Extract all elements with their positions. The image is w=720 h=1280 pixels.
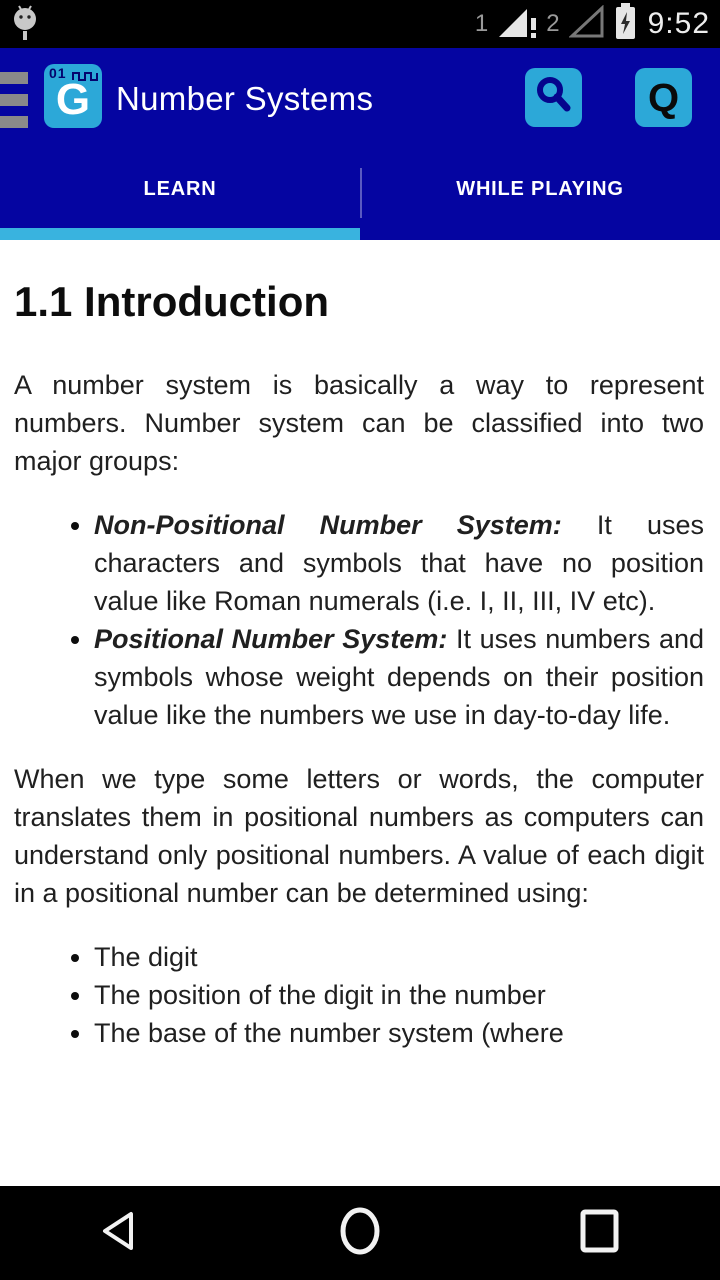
section-heading: 1.1 Introduction: [14, 278, 329, 325]
tab-divider: [360, 168, 362, 218]
app-logo-icon: [44, 64, 102, 128]
menu-icon[interactable]: [0, 72, 28, 128]
list-item: • The position of the digit in the number: [94, 976, 704, 1014]
list-item: • Non-Positional Number System: It uses characters and symbols that have no position value like Roman numerals (i.e. I, II, III, IV etc).: [94, 506, 704, 620]
search-icon: [534, 75, 574, 120]
list-item: • The base of the number system (where: [94, 1014, 704, 1052]
quiz-button[interactable]: [635, 68, 692, 127]
battery-charging-icon: [614, 3, 637, 45]
search-button[interactable]: [525, 68, 582, 127]
list-item: • The digit: [94, 938, 704, 976]
recents-button[interactable]: [540, 1186, 660, 1280]
app-bar: [0, 48, 720, 150]
quiz-q-icon: Q: [647, 75, 680, 120]
android-nav-bar: [0, 1186, 720, 1280]
android-debug-icon: [10, 2, 40, 47]
active-tab-indicator: [0, 228, 360, 240]
status-bar: [0, 0, 720, 48]
tab-bar: [0, 150, 720, 240]
intro-paragraph: A number system is basically a way to represent numbers. Number system can be classified into two major groups:: [14, 370, 704, 476]
logo-g-letter: G: [55, 75, 91, 124]
back-button[interactable]: [60, 1186, 180, 1280]
recents-icon: [578, 1209, 622, 1258]
page-title: Number Systems: [116, 80, 374, 117]
home-button[interactable]: [300, 1186, 420, 1280]
clock: 9:52: [647, 7, 710, 40]
lesson-content[interactable]: [0, 240, 720, 1186]
home-icon: [338, 1207, 382, 1260]
number-system-types-list: [14, 506, 704, 734]
logo-binary-text: 01: [49, 65, 67, 81]
list-item: • Positional Number System: It uses numbers and symbols whose weight depends on their position value like the numbers we use in day-to-day life.: [94, 620, 704, 734]
app-header: [0, 48, 720, 240]
tab-while-playing[interactable]: WHILE PLAYING: [456, 177, 624, 200]
sim2-label: 2: [546, 10, 560, 37]
signal1-icon: [497, 5, 537, 44]
positional-paragraph: When we type some letters or words, the computer translates them in positional numbers as computers can understand only positional numbers. A value of each digit in a positional number can be determined using:: [14, 764, 704, 908]
tab-learn[interactable]: LEARN: [143, 177, 217, 200]
signal2-icon: [569, 5, 605, 44]
back-icon: [98, 1209, 142, 1258]
digit-value-list: [14, 938, 704, 1052]
sim1-label: 1: [474, 10, 489, 37]
